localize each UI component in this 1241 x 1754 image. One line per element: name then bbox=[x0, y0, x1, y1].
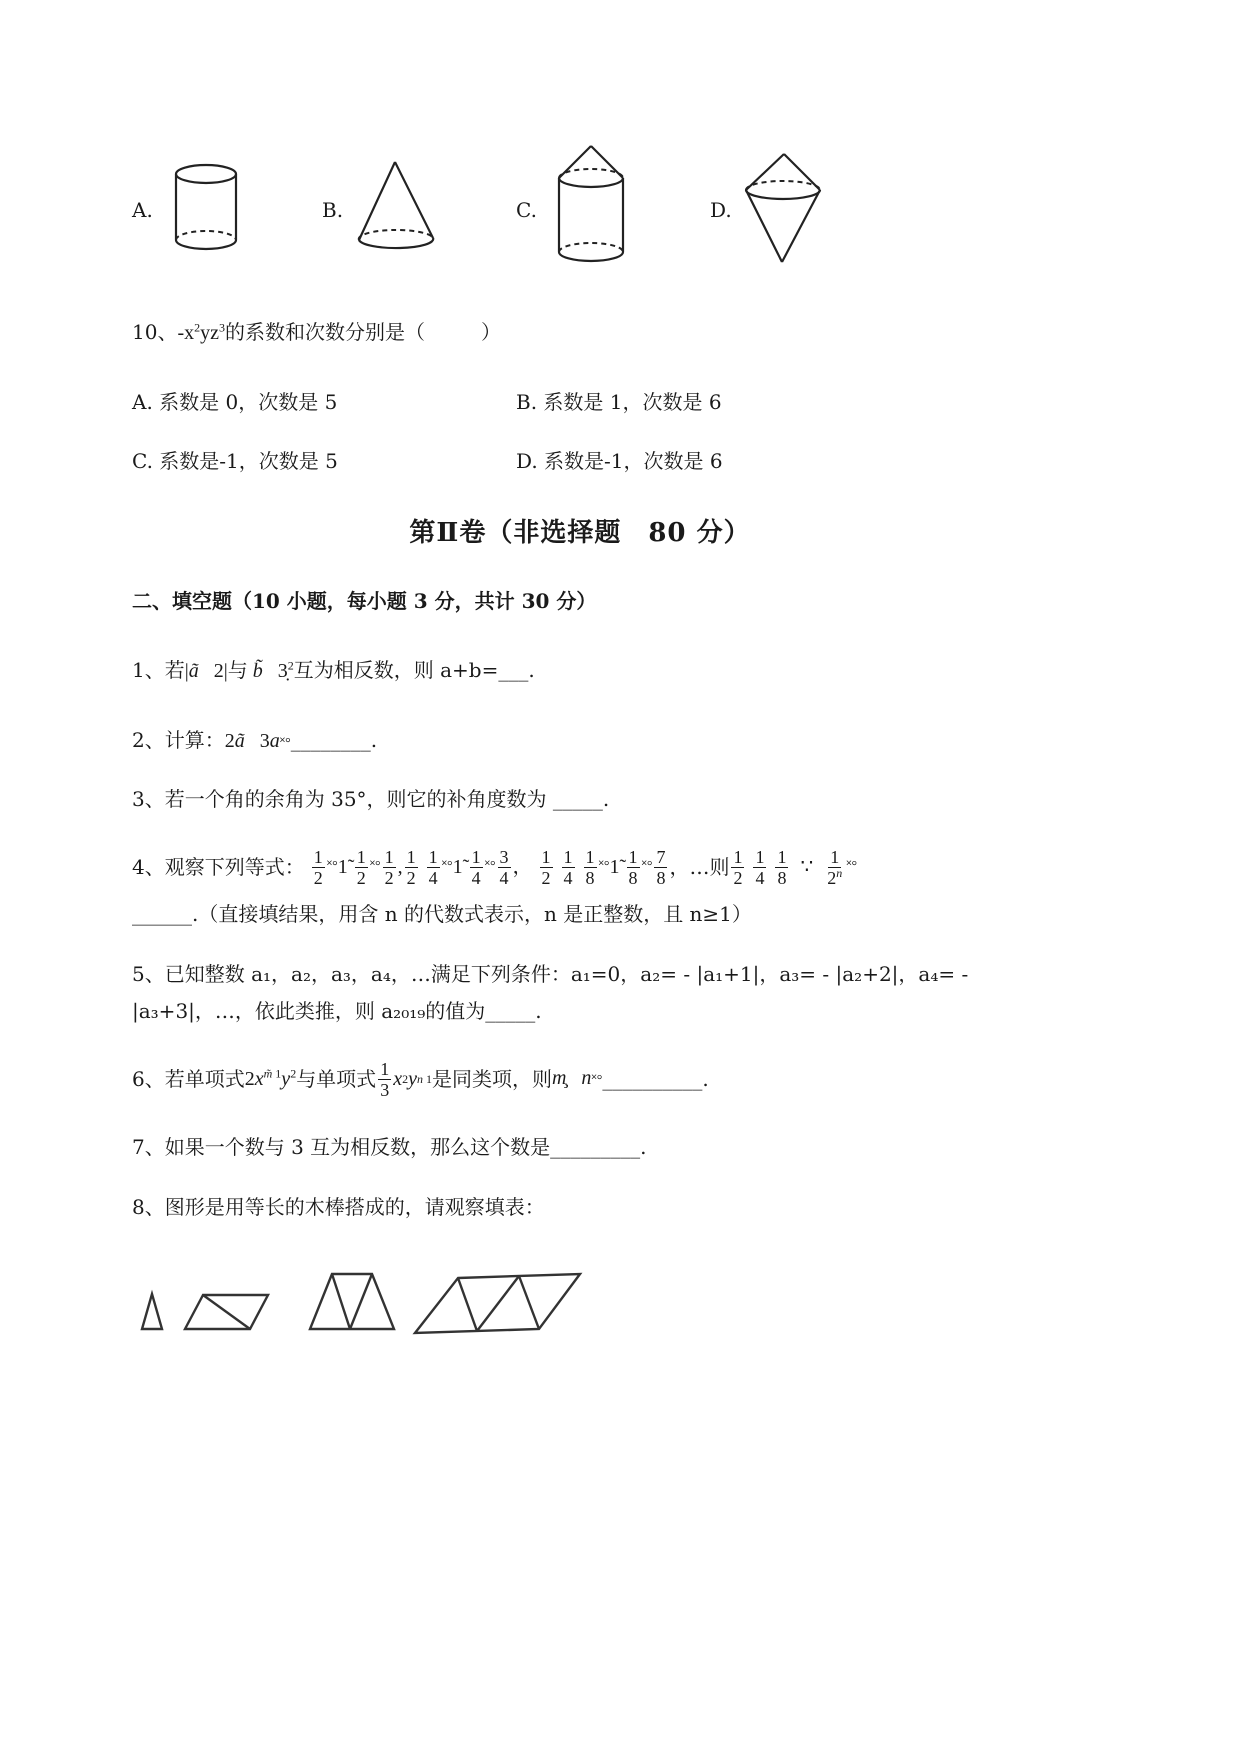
q10-option-d: D. 系数是-1，次数是 6 bbox=[516, 449, 723, 473]
fill-question-2: 2、计算：2ã 3a˟°________. bbox=[132, 728, 378, 752]
q6-monomial-2: $\frac{1}{3}$ x 2 y n 1 bbox=[380, 1058, 432, 1100]
double-cone-figure bbox=[742, 150, 824, 268]
pattern-3 bbox=[310, 1274, 394, 1329]
cylinder-figure bbox=[170, 160, 242, 256]
fill-question-1: 1、若|ã 2|与 b̃ 3̣$^2$互为相反数，则 a+b=___. bbox=[132, 658, 535, 682]
fill-question-8: 8、图形是用等长的木棒搭成的，请观察填表： bbox=[132, 1195, 545, 1219]
q1-expression-a: |ã 2| bbox=[184, 660, 228, 682]
pattern-4 bbox=[415, 1274, 580, 1333]
pattern-1 bbox=[142, 1294, 162, 1329]
cone-figure bbox=[355, 158, 437, 252]
q10-option-a: A. 系数是 0，次数是 5 bbox=[132, 390, 338, 414]
q10-expression: $-x^2yz^3$ bbox=[177, 320, 226, 344]
q5-line-2: |a₃+3|，…，依此类推，则 a₂₀₁₉的值为_____. bbox=[132, 999, 542, 1023]
fill-question-7: 7、如果一个数与 3 互为相反数，那么这个数是_________. bbox=[132, 1135, 647, 1159]
fill-question-5: 5、已知整数 a₁，a₂，a₃，a₄，…满足下列条件：a₁=0，a₂= - |a₁+1|，a₃= - |a₂+2|，a₄= - bbox=[132, 962, 969, 986]
pattern-2 bbox=[185, 1295, 268, 1329]
option-d-label: D. bbox=[710, 198, 732, 222]
q10-option-b: B. 系数是 1，次数是 6 bbox=[516, 390, 722, 414]
q4-line-2: ______.（直接填结果，用含 n 的代数式表示，n 是正整数，且 n≥1） bbox=[132, 902, 752, 926]
q10-option-c: C. 系数是-1，次数是 5 bbox=[132, 449, 338, 473]
cylinder-cone-figure bbox=[553, 142, 629, 266]
q6-expression: m̧ n˟° bbox=[551, 1066, 603, 1089]
option-b-label: B. bbox=[322, 198, 344, 222]
fill-question-4: 4、 观察下列等式： $\frac{1}{2}$ ˟° 1̃ $\frac{1}{2}$ ˟° $\frac{1}{2}$ , $\frac{1}{2}$ $\frac{1}{4}$ ˟° 1̃ $\frac{1}{4}$ ˟° $\frac{3}{4}$ ， $\frac{1}{2}$ $\frac{1}{4}$ $\frac{1}{8}$ ˟° 1̃ $\frac{1}{8}$ ˟° $\frac{7}{8}$ ，…则 $\frac{1}{2}$ $\frac{1}{4}$ $\frac{1}{8}$ ∵ $\frac{1}{2^n}$ ˟° bbox=[132, 846, 858, 888]
section-title: 第Ⅱ卷（非选择题 80 分） bbox=[409, 518, 751, 548]
stick-triangle-pattern bbox=[135, 1268, 590, 1338]
q1-expression-b: b̃ 3̣$^2$ bbox=[252, 658, 294, 682]
option-a-label: A. bbox=[132, 198, 153, 222]
section-2-heading: 二、填空题（10 小题，每小题 3 分，共计 30 分） bbox=[132, 589, 597, 613]
fill-question-3: 3、若一个角的余角为 35°，则它的补角度数为 _____. bbox=[132, 787, 610, 811]
question-10: 10、$-x^2yz^3$的系数和次数分别是（ ） bbox=[132, 320, 502, 344]
q4-general-term: $\frac{1}{2}$ $\frac{1}{4}$ $\frac{1}{8}$ ∵ $\frac{1}{2^n}$ ˟° bbox=[733, 846, 858, 888]
q2-expression: 2ã 3a˟° bbox=[224, 730, 291, 752]
option-c-label: C. bbox=[516, 198, 537, 222]
q6-monomial-1: $2x^{m̃ 1}y^2$ bbox=[244, 1066, 297, 1090]
q4-equations: $\frac{1}{2}$ ˟° 1̃ $\frac{1}{2}$ ˟° $\frac{1}{2}$ , $\frac{1}{2}$ $\frac{1}{4}$ ˟° 1̃ $\frac{1}{4}$ ˟° $\frac{3}{4}$ ， $\frac{1}{2}$ $\frac{1}{4}$ $\frac{1}{8}$ ˟° 1̃ $\frac{1}{8}$ ˟° $\frac{7}{8}$ bbox=[313, 846, 666, 888]
fill-question-6: 6、 若单项式 $2x^{m̃ 1}y^2$ 与单项式 $\frac{1}{3}$ x 2 y n 1 是同类项，则 m̧ n˟° __________. bbox=[132, 1058, 709, 1100]
